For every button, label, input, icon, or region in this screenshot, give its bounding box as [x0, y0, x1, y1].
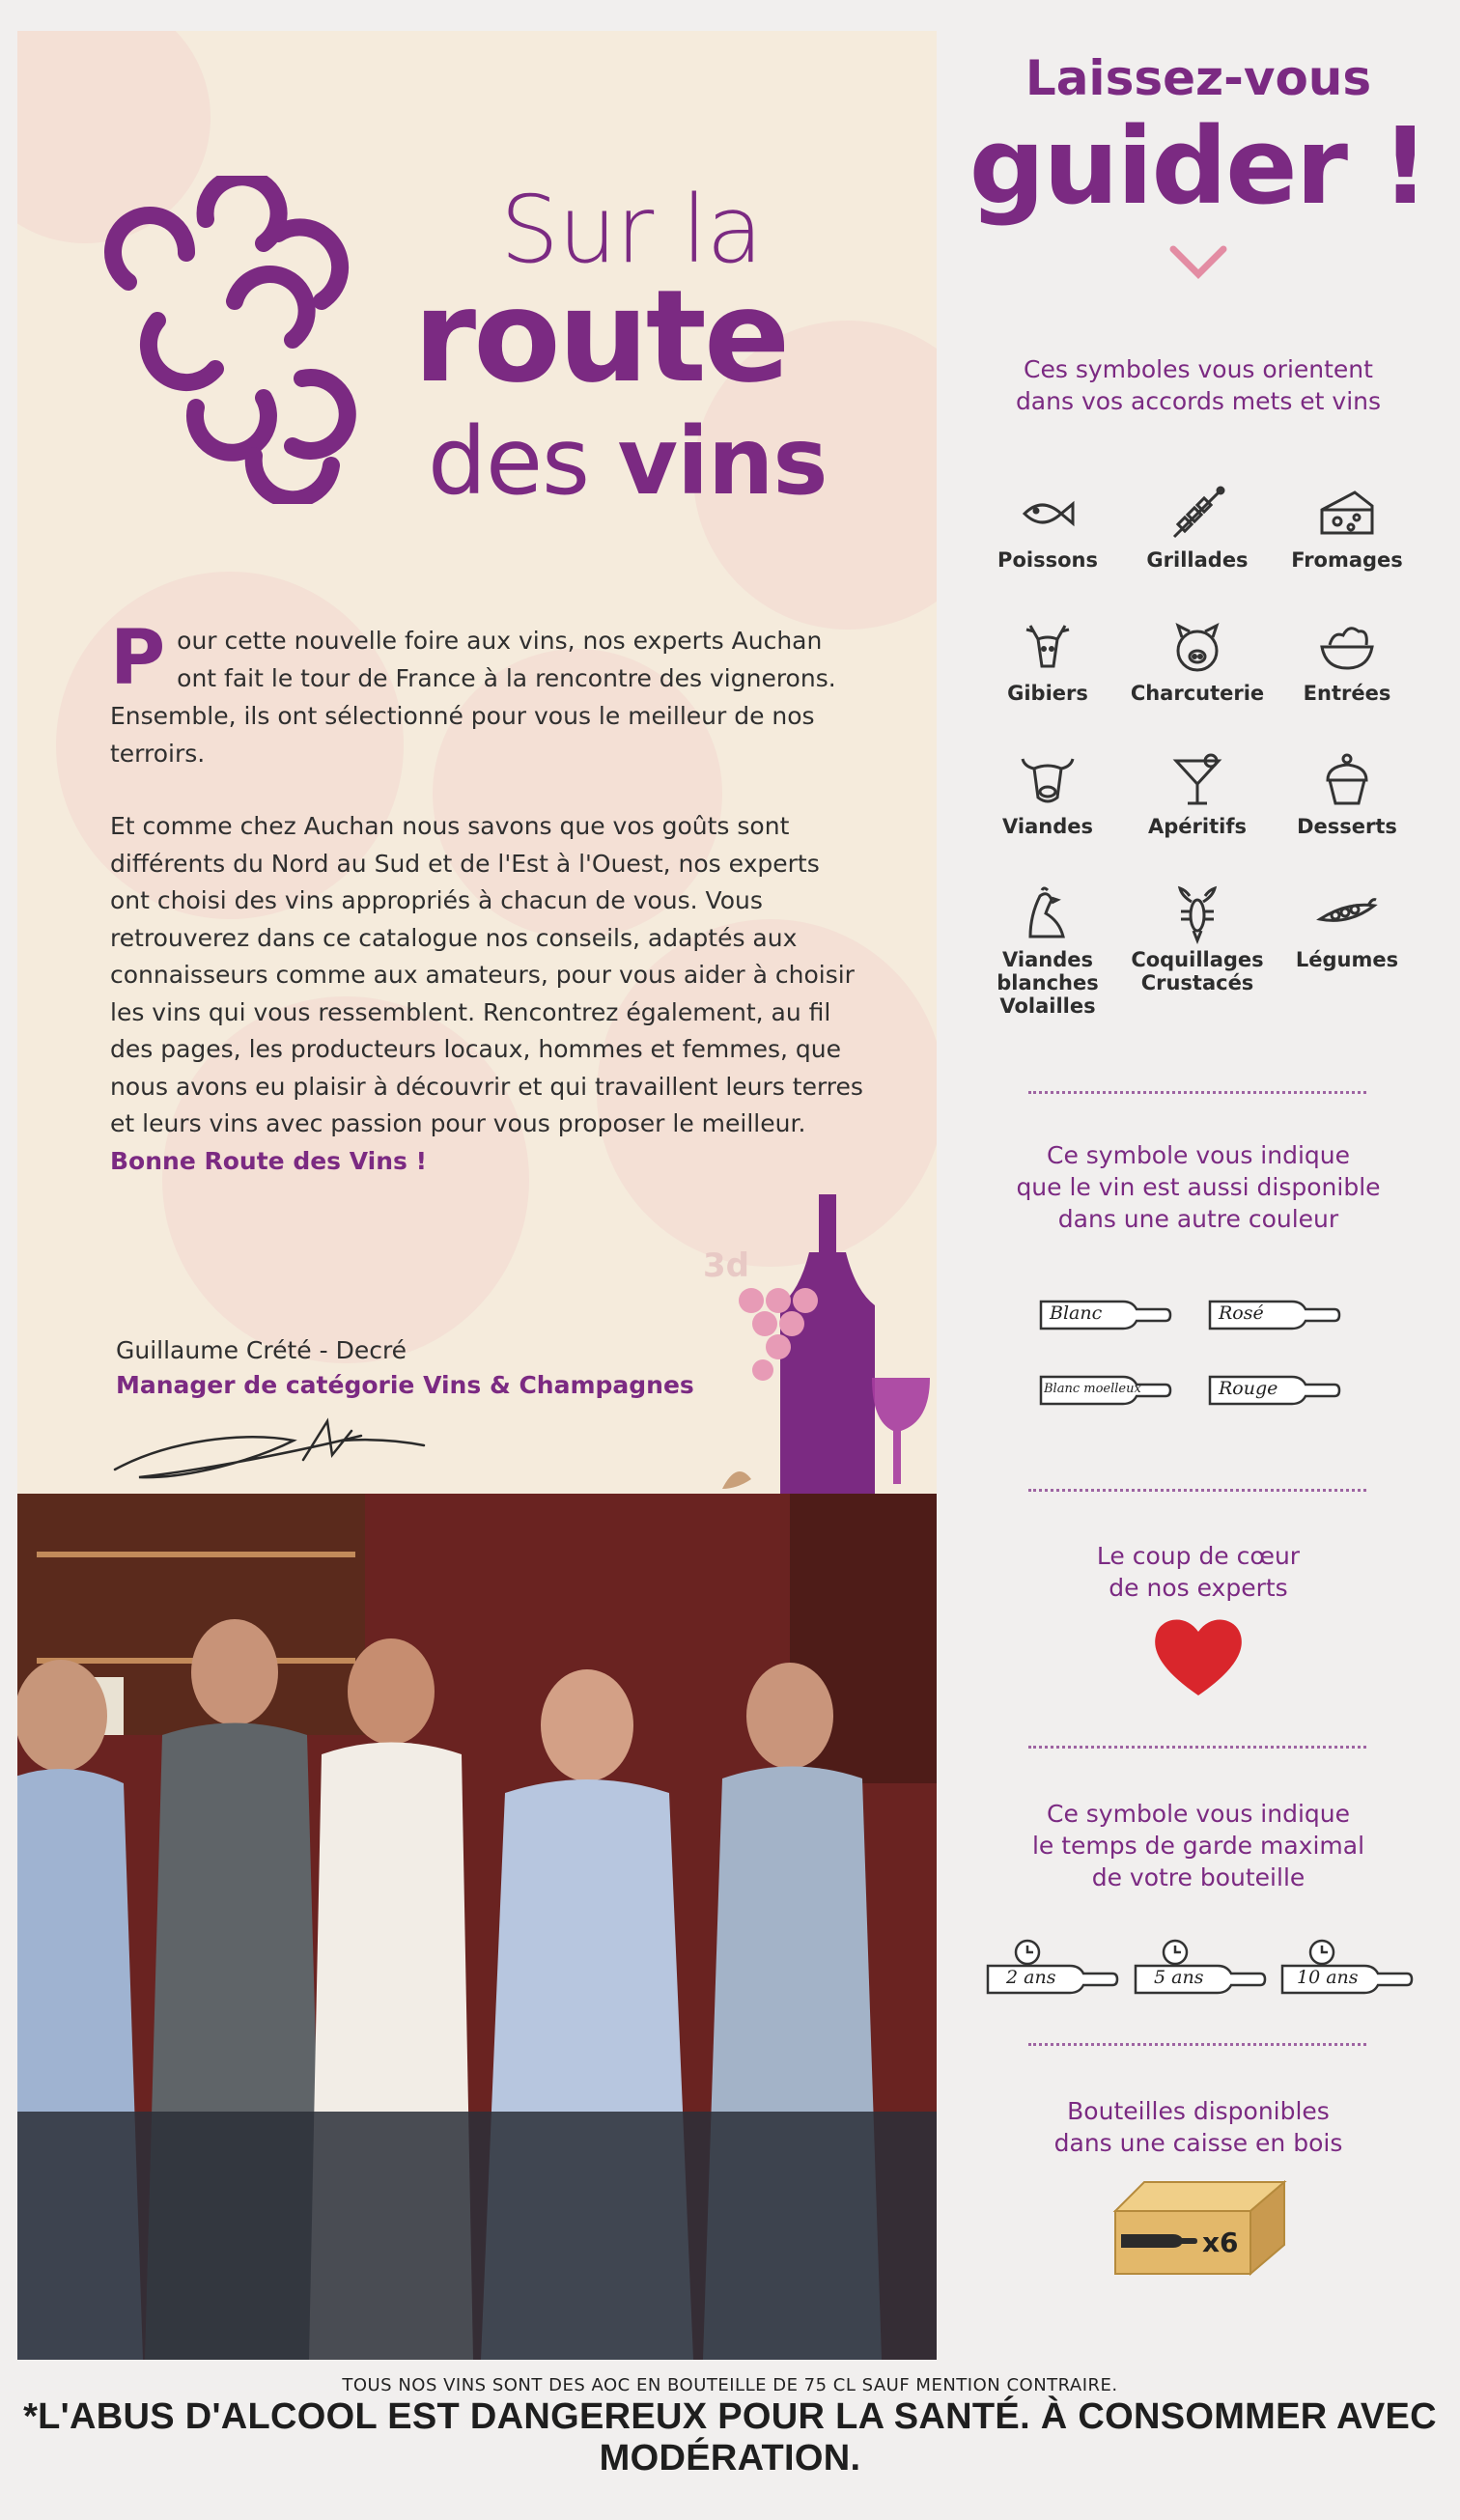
aging-intro-line1: Ce symbole vous indique — [1046, 1800, 1350, 1828]
intro-text: our cette nouvelle foire aux vins, nos experts Auchan ont fait le tour de France à la rencontre des vignerons. Ensemble, ils ont sélectionné pour vous le meilleur de nos terroirs. — [110, 627, 836, 768]
body-paragraph — [110, 808, 863, 1180]
symbol-entrees — [1275, 616, 1419, 705]
symbol-coquillages — [1125, 882, 1270, 994]
signature-icon — [110, 1402, 429, 1489]
salad-bowl-icon — [1316, 616, 1378, 678]
symbol-label: Charcuterie — [1130, 682, 1265, 705]
clock-icon — [1160, 1937, 1191, 1968]
bottle-tag-label: Blanc moelleux — [1044, 1382, 1141, 1396]
title-sur-la: Sur la — [500, 176, 763, 284]
cow-icon — [1017, 749, 1079, 811]
symbols-intro — [951, 353, 1446, 417]
cheese-icon — [1316, 483, 1378, 545]
symbol-label: Desserts — [1297, 815, 1397, 838]
symbol-label: Apéritifs — [1148, 815, 1247, 838]
bottle-tag-rouge — [1207, 1371, 1342, 1410]
crate-count: x6 — [1202, 2226, 1239, 2258]
aging-tag-10 — [1279, 1960, 1415, 1999]
bottle-tag-label: Blanc — [1050, 1302, 1103, 1324]
color-intro-line2: que le vin est aussi disponible — [1016, 1173, 1381, 1201]
symbol-label-line: Coquillages — [1131, 948, 1264, 971]
bottle-tag-rose — [1207, 1296, 1342, 1334]
symbol-label: Poissons — [997, 548, 1098, 572]
favorite-line2: de nos experts — [1109, 1574, 1288, 1602]
symbol-label-line: Volailles — [999, 994, 1096, 1018]
aging-label: 2 ans — [1006, 1967, 1056, 1988]
cupcake-icon — [1316, 749, 1378, 811]
symbol-volailles — [975, 882, 1120, 1018]
symbol-grillades — [1125, 483, 1270, 572]
separator — [1028, 1746, 1366, 1749]
bottle-tag-blanc — [1038, 1296, 1173, 1334]
bottle-tag-blanc-moelleux — [1038, 1371, 1173, 1410]
clock-icon — [1012, 1937, 1043, 1968]
grape-logo-icon — [99, 176, 389, 504]
color-intro-line3: dans une autre couleur — [1057, 1205, 1339, 1233]
people-silhouettes — [17, 1494, 937, 2360]
team-photo — [17, 1494, 937, 2360]
separator — [1028, 1489, 1366, 1492]
legend-column — [951, 29, 1446, 2346]
bottle-tag-label: Rouge — [1219, 1378, 1278, 1399]
symbol-label — [1125, 948, 1270, 994]
symbol-label: Viandes — [1002, 815, 1093, 838]
symbol-label: Grillades — [1146, 548, 1249, 572]
guide-title-line1: Laissez-vous — [1025, 50, 1372, 106]
symbol-label: Entrées — [1303, 682, 1391, 705]
separator — [1028, 1091, 1366, 1094]
symbol-legumes — [1275, 882, 1419, 971]
crate-line2: dans une caisse en bois — [1053, 2129, 1343, 2157]
aging-tag-2 — [985, 1960, 1120, 1999]
title-des-vins — [428, 407, 828, 516]
wine-bottle-illustration — [693, 1194, 935, 1494]
bottle-tag-label: Rosé — [1219, 1302, 1264, 1324]
intro-paragraph — [110, 615, 863, 772]
symbol-label-line: Crustacés — [1140, 971, 1254, 994]
favorite-intro — [951, 1540, 1446, 1604]
signer-role: Manager de catégorie Vins & Champagnes — [116, 1371, 694, 1399]
crate-intro — [951, 2095, 1446, 2159]
title-route: route — [413, 263, 788, 411]
editorial-panel — [17, 31, 937, 2360]
lobster-icon — [1166, 882, 1228, 944]
symbol-label — [975, 948, 1120, 1018]
symbol-label: Gibiers — [1007, 682, 1088, 705]
symbol-poissons — [975, 483, 1120, 572]
editorial-background — [17, 31, 937, 1494]
title-vins: vins — [617, 407, 828, 516]
chicken-icon — [1017, 882, 1079, 944]
chevron-down-icon — [1167, 243, 1229, 282]
symbols-intro-line2: dans vos accords mets et vins — [1015, 387, 1382, 415]
aging-intro — [951, 1798, 1446, 1893]
separator — [1028, 2043, 1366, 2046]
pig-icon — [1166, 616, 1228, 678]
symbols-intro-line1: Ces symboles vous orientent — [1024, 355, 1373, 383]
aging-intro-line2: le temps de garde maximal — [1031, 1832, 1365, 1860]
signer-name: Guillaume Crété - Decré — [116, 1336, 407, 1364]
body-text: Et comme chez Auchan nous savons que vos goûts sont différents du Nord au Sud et de l'Est à l'Ouest, nos experts ont choisi des vins appropriés à chacun de vous. Vous retrouverez dans ce catalogue nos conseils, adaptés aux connaisseurs comme aux amateurs, pour vous aider à choisir les vins qui vous ressemblent. Rencontrez également, au fil des pages, les producteurs locaux, hommes et femmes, que nous avons eu plaisir à découvrir et qui travaillent leurs terres et leurs vins avec passion pour vous proposer le meilleur. — [110, 812, 863, 1137]
symbol-label: Légumes — [1295, 948, 1399, 971]
skewer-icon — [1166, 483, 1228, 545]
title-des: des — [428, 407, 590, 516]
closing-line: Bonne Route des Vins ! — [110, 1146, 428, 1175]
color-intro — [951, 1139, 1446, 1235]
symbol-label: Fromages — [1291, 548, 1403, 572]
crate-line1: Bouteilles disponibles — [1067, 2097, 1330, 2125]
illustration-tag: 3d — [703, 1246, 749, 1285]
symbol-aperitifs — [1125, 749, 1270, 838]
aging-label: 5 ans — [1154, 1967, 1204, 1988]
symbol-gibiers — [975, 616, 1120, 705]
drop-cap: P — [110, 615, 166, 702]
deer-icon — [1017, 616, 1079, 678]
wooden-crate-icon — [1106, 2172, 1294, 2279]
symbol-label-line: blanches — [997, 971, 1099, 994]
symbol-desserts — [1275, 749, 1419, 838]
footer-health-warning: *L'ABUS D'ALCOOL EST DANGEREUX POUR LA SANTÉ. À CONSOMMER AVEC MODÉRATION. — [23, 2396, 1437, 2478]
cocktail-icon — [1166, 749, 1228, 811]
peapod-icon — [1316, 882, 1378, 944]
footer-aoc-note: TOUS NOS VINS SONT DES AOC EN BOUTEILLE DE 75 CL SAUF MENTION CONTRAIRE. — [342, 2375, 1118, 2395]
symbol-viandes — [975, 749, 1120, 838]
clock-icon — [1306, 1937, 1337, 1968]
symbol-charcuterie — [1125, 616, 1270, 705]
guide-title-line2: guider ! — [969, 104, 1428, 228]
heart-icon — [1152, 1612, 1245, 1697]
symbol-fromages — [1275, 483, 1419, 572]
aging-label: 10 ans — [1297, 1967, 1359, 1988]
aging-intro-line3: de votre bouteille — [1091, 1863, 1306, 1891]
aging-tag-5 — [1133, 1960, 1268, 1999]
favorite-line1: Le coup de cœur — [1096, 1542, 1301, 1570]
fish-icon — [1017, 483, 1079, 545]
symbol-label-line: Viandes — [1002, 948, 1093, 971]
color-intro-line1: Ce symbole vous indique — [1046, 1141, 1350, 1169]
